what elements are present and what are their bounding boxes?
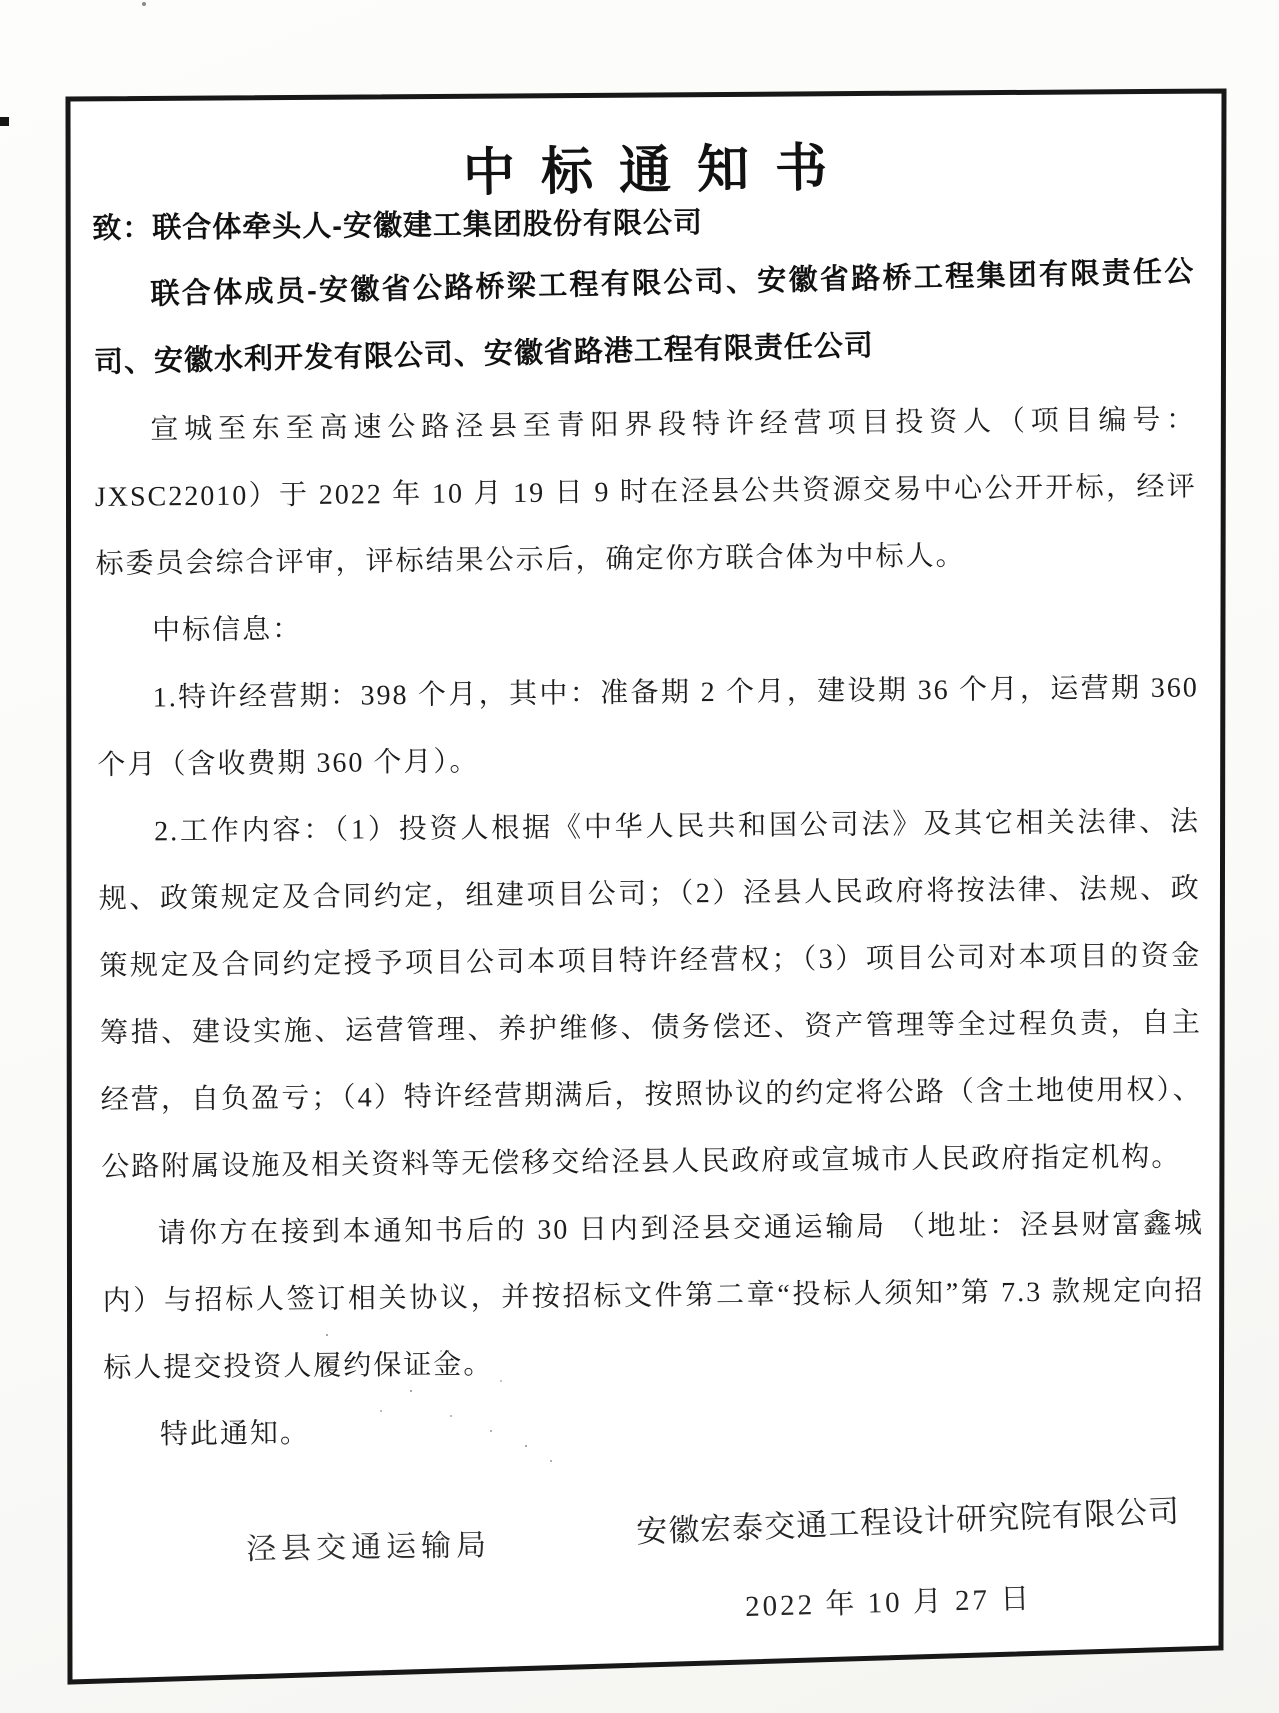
scan-noise-speckles xyxy=(320,1320,322,1322)
paragraph-closing: 特此通知。 xyxy=(159,1417,311,1451)
paragraph-concession-period: 1.特许经营期：398 个月，其中：准备期 2 个月，建设期 36 个月，运营期 360 个月（含收费期 360 个月）。 xyxy=(97,672,1199,781)
signature-issuing-agency: 泾县交通运输局 xyxy=(245,1528,492,1567)
document-title: 中标通知书 xyxy=(462,138,854,203)
scan-noise-speckles xyxy=(0,0,2,2)
scan-noise-speckles xyxy=(215,1600,217,1602)
paragraph-project-opening: 宣城至东至高速公路泾县至青阳界段特许经营项目投资人（项目编号：JXSC22010）于 2022 年 10 月 19 日 9 时在泾县公共资源交易中心公开开标，经评标委员会综合评审，评标结果公示后，确定你方联合体为中标人。 xyxy=(94,404,1197,580)
paragraph-award-info-heading: 中标信息： xyxy=(152,614,303,647)
paragraph-contract-signing: 请你方在接到本通知书后的 30 日内到泾县交通运输局 （地址：泾县财富鑫城内）与招标人签订相关协议，并按招标文件第二章“投标人须知”第 7.3 款规定向招标人提交投资人履约保证金。 xyxy=(102,1208,1205,1384)
addressee-label: 致： xyxy=(92,212,153,245)
scan-edge-mark xyxy=(0,117,9,126)
signature-date: 2022 年 10 月 27 日 xyxy=(744,1582,1033,1624)
paragraph-work-content: 2.工作内容：（1）投资人根据《中华人民共和国公司法》及其它相关法律、法规、政策规定及合同约定，组建项目公司；（2）泾县人民政府将按法律、法规、政策规定及合同约定授予项目公司本项目特许经营权；（3）项目公司对本项目的资金筹措、建设实施、运营管理、养护维修、债务偿还、资产管理等全过程负责，自主经营，自负盈亏；（4）特许经营期满后，按照协议的约定将公路（含土地使用权）、公路附属设施及相关资料等无偿移交给泾县人民政府或宣城市人民政府指定机构。 xyxy=(98,806,1203,1183)
signature-agent-company: 安徽宏泰交通工程设计研究院有限公司 xyxy=(635,1493,1181,1550)
lead-company: 联合体牵头人-安徽建工集团股份有限公司 xyxy=(152,207,704,245)
document-body xyxy=(92,185,1206,1469)
member-companies: 联合体成员-安徽省公路桥梁工程有限公司、安徽省路桥工程集团有限责任公司、安徽水利开发有限公司、安徽省路港工程有限责任公司 xyxy=(93,255,1195,379)
scan-dust-dot xyxy=(142,2,146,6)
